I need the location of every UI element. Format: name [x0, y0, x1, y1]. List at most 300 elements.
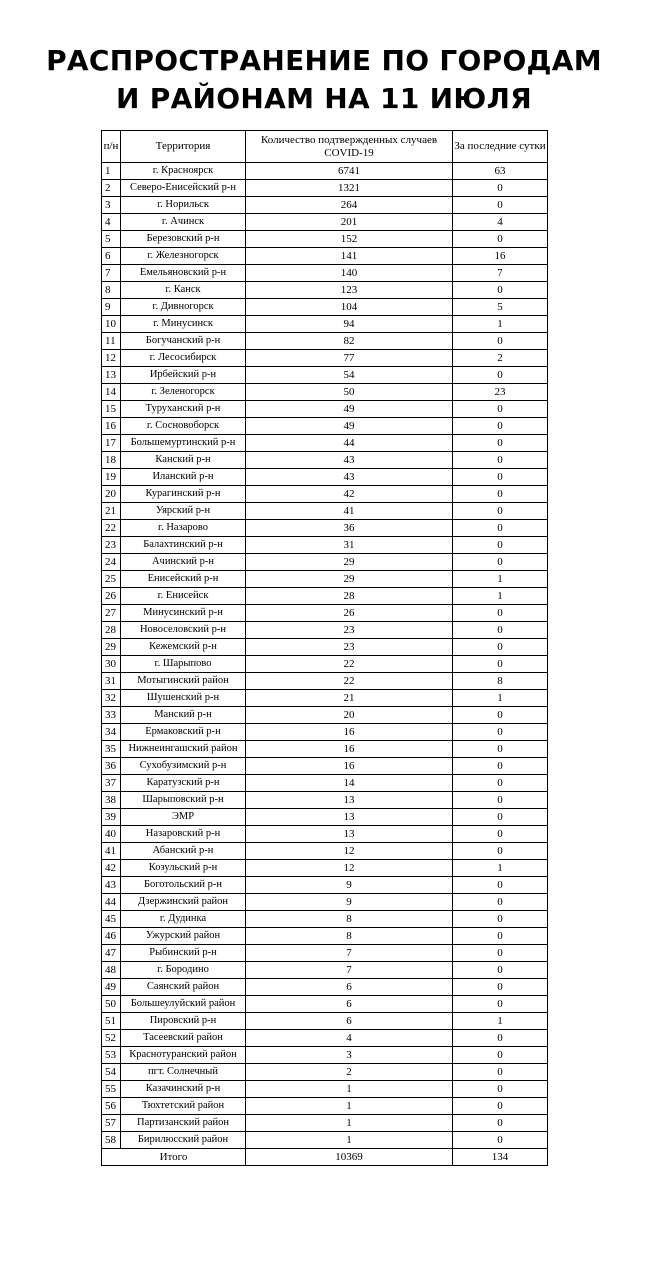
row-territory: Емельяновский р-н — [121, 265, 246, 282]
row-last-day: 0 — [453, 554, 548, 571]
row-confirmed: 23 — [246, 639, 453, 656]
row-territory: г. Железногорск — [121, 248, 246, 265]
row-confirmed: 123 — [246, 282, 453, 299]
table-row — [102, 537, 548, 554]
table-row — [102, 384, 548, 401]
row-last-day: 1 — [453, 1013, 548, 1030]
row-confirmed: 16 — [246, 758, 453, 775]
row-number: 16 — [102, 418, 121, 435]
row-number: 25 — [102, 571, 121, 588]
row-last-day: 0 — [453, 843, 548, 860]
row-territory: Партизанский район — [121, 1115, 246, 1132]
row-confirmed: 12 — [246, 860, 453, 877]
row-last-day: 0 — [453, 911, 548, 928]
header-num: п/н — [102, 131, 121, 163]
row-last-day: 0 — [453, 1030, 548, 1047]
row-territory: Козульский р-н — [121, 860, 246, 877]
table-row — [102, 588, 548, 605]
page-title — [0, 42, 648, 118]
row-confirmed: 36 — [246, 520, 453, 537]
title-line-2: И РАЙОНАМ НА 11 ИЮЛЯ — [115, 82, 532, 115]
row-confirmed: 13 — [246, 809, 453, 826]
row-confirmed: 31 — [246, 537, 453, 554]
row-territory: Туруханский р-н — [121, 401, 246, 418]
row-last-day: 0 — [453, 945, 548, 962]
header-last-day: За последние сутки — [453, 131, 548, 163]
title-line-1: РАСПРОСТРАНЕНИЕ ПО ГОРОДАМ — [46, 44, 602, 77]
row-last-day: 0 — [453, 435, 548, 452]
row-last-day: 7 — [453, 265, 548, 282]
row-confirmed: 104 — [246, 299, 453, 316]
row-confirmed: 26 — [246, 605, 453, 622]
table-row — [102, 435, 548, 452]
row-number: 29 — [102, 639, 121, 656]
row-territory: Мотыгинский район — [121, 673, 246, 690]
row-confirmed: 20 — [246, 707, 453, 724]
table-row — [102, 1047, 548, 1064]
table-row — [102, 1064, 548, 1081]
row-number: 40 — [102, 826, 121, 843]
row-last-day: 0 — [453, 826, 548, 843]
row-last-day: 0 — [453, 741, 548, 758]
table-row — [102, 418, 548, 435]
row-number: 9 — [102, 299, 121, 316]
row-last-day: 8 — [453, 673, 548, 690]
row-confirmed: 7 — [246, 945, 453, 962]
row-confirmed: 6 — [246, 1013, 453, 1030]
row-confirmed: 6741 — [246, 163, 453, 180]
row-number: 24 — [102, 554, 121, 571]
header-territory: Территория — [121, 131, 246, 163]
row-confirmed: 49 — [246, 418, 453, 435]
row-last-day: 0 — [453, 758, 548, 775]
row-territory: Северо-Енисейский р-н — [121, 180, 246, 197]
row-number: 49 — [102, 979, 121, 996]
row-last-day: 0 — [453, 877, 548, 894]
row-territory: Ачинский р-н — [121, 554, 246, 571]
table-row — [102, 860, 548, 877]
row-confirmed: 43 — [246, 452, 453, 469]
row-territory: Боготольский р-н — [121, 877, 246, 894]
table-row — [102, 639, 548, 656]
row-last-day: 0 — [453, 979, 548, 996]
row-last-day: 5 — [453, 299, 548, 316]
total-label: Итого — [102, 1149, 246, 1166]
table-body — [102, 163, 548, 1149]
row-territory: пгт. Солнечный — [121, 1064, 246, 1081]
row-confirmed: 4 — [246, 1030, 453, 1047]
row-territory: г. Минусинск — [121, 316, 246, 333]
table-row — [102, 163, 548, 180]
row-last-day: 0 — [453, 282, 548, 299]
row-last-day: 0 — [453, 894, 548, 911]
row-last-day: 0 — [453, 1132, 548, 1149]
row-number: 41 — [102, 843, 121, 860]
row-number: 30 — [102, 656, 121, 673]
table-row — [102, 962, 548, 979]
table-row — [102, 928, 548, 945]
row-territory: Ужурский район — [121, 928, 246, 945]
row-last-day: 0 — [453, 418, 548, 435]
row-confirmed: 7 — [246, 962, 453, 979]
row-confirmed: 201 — [246, 214, 453, 231]
total-confirmed: 10369 — [246, 1149, 453, 1166]
row-number: 54 — [102, 1064, 121, 1081]
row-number: 39 — [102, 809, 121, 826]
row-confirmed: 82 — [246, 333, 453, 350]
row-territory: Ермаковский р-н — [121, 724, 246, 741]
table-row — [102, 333, 548, 350]
row-last-day: 0 — [453, 605, 548, 622]
table-row — [102, 775, 548, 792]
row-confirmed: 23 — [246, 622, 453, 639]
table-row — [102, 350, 548, 367]
row-last-day: 0 — [453, 333, 548, 350]
row-last-day: 0 — [453, 639, 548, 656]
row-territory: Большеулуйский район — [121, 996, 246, 1013]
row-number: 51 — [102, 1013, 121, 1030]
table-row — [102, 1115, 548, 1132]
row-territory: г. Ачинск — [121, 214, 246, 231]
row-territory: г. Шарыпово — [121, 656, 246, 673]
table-row — [102, 741, 548, 758]
table-row — [102, 792, 548, 809]
row-last-day: 0 — [453, 928, 548, 945]
row-confirmed: 22 — [246, 656, 453, 673]
row-number: 8 — [102, 282, 121, 299]
table-row — [102, 180, 548, 197]
table-row — [102, 486, 548, 503]
table-row — [102, 571, 548, 588]
row-territory: г. Красноярск — [121, 163, 246, 180]
row-number: 13 — [102, 367, 121, 384]
row-confirmed: 1 — [246, 1132, 453, 1149]
row-confirmed: 77 — [246, 350, 453, 367]
row-number: 34 — [102, 724, 121, 741]
table-total-row — [102, 1149, 548, 1166]
row-confirmed: 50 — [246, 384, 453, 401]
row-territory: Уярский р-н — [121, 503, 246, 520]
row-territory: Нижнеингашский район — [121, 741, 246, 758]
row-last-day: 0 — [453, 197, 548, 214]
row-confirmed: 2 — [246, 1064, 453, 1081]
row-number: 22 — [102, 520, 121, 537]
row-territory: г. Назарово — [121, 520, 246, 537]
row-last-day: 0 — [453, 469, 548, 486]
row-confirmed: 42 — [246, 486, 453, 503]
table-row — [102, 656, 548, 673]
table-row — [102, 622, 548, 639]
table-row — [102, 894, 548, 911]
row-territory: Минусинский р-н — [121, 605, 246, 622]
row-number: 45 — [102, 911, 121, 928]
row-last-day: 0 — [453, 622, 548, 639]
row-number: 50 — [102, 996, 121, 1013]
row-territory: Балахтинский р-н — [121, 537, 246, 554]
row-confirmed: 16 — [246, 741, 453, 758]
row-territory: Кежемский р-н — [121, 639, 246, 656]
row-last-day: 63 — [453, 163, 548, 180]
row-territory: Абанский р-н — [121, 843, 246, 860]
row-territory: г. Дивногорск — [121, 299, 246, 316]
row-territory: Канский р-н — [121, 452, 246, 469]
row-last-day: 0 — [453, 809, 548, 826]
table-row — [102, 401, 548, 418]
row-number: 11 — [102, 333, 121, 350]
row-confirmed: 140 — [246, 265, 453, 282]
row-number: 1 — [102, 163, 121, 180]
row-territory: Сухобузимский р-н — [121, 758, 246, 775]
table-row — [102, 265, 548, 282]
table-row — [102, 1132, 548, 1149]
row-last-day: 0 — [453, 452, 548, 469]
row-last-day: 1 — [453, 860, 548, 877]
row-number: 5 — [102, 231, 121, 248]
table-row — [102, 231, 548, 248]
table-row — [102, 316, 548, 333]
row-confirmed: 44 — [246, 435, 453, 452]
row-last-day: 1 — [453, 588, 548, 605]
row-territory: Бирилюсский район — [121, 1132, 246, 1149]
row-number: 14 — [102, 384, 121, 401]
row-number: 35 — [102, 741, 121, 758]
row-confirmed: 94 — [246, 316, 453, 333]
table-row — [102, 1098, 548, 1115]
row-confirmed: 16 — [246, 724, 453, 741]
row-last-day: 1 — [453, 571, 548, 588]
row-territory: Большемуртинский р-н — [121, 435, 246, 452]
row-territory: Тюхтетский район — [121, 1098, 246, 1115]
row-territory: Каратузский р-н — [121, 775, 246, 792]
row-confirmed: 28 — [246, 588, 453, 605]
row-territory: г. Лесосибирск — [121, 350, 246, 367]
row-confirmed: 49 — [246, 401, 453, 418]
row-territory: ЭМР — [121, 809, 246, 826]
table-row — [102, 877, 548, 894]
row-confirmed: 54 — [246, 367, 453, 384]
row-territory: г. Канск — [121, 282, 246, 299]
row-number: 19 — [102, 469, 121, 486]
row-last-day: 0 — [453, 367, 548, 384]
row-territory: Шушенский р-н — [121, 690, 246, 707]
table-row — [102, 299, 548, 316]
row-territory: Дзержинский район — [121, 894, 246, 911]
table-row — [102, 367, 548, 384]
row-confirmed: 41 — [246, 503, 453, 520]
table-row — [102, 469, 548, 486]
row-number: 20 — [102, 486, 121, 503]
row-territory: Пировский р-н — [121, 1013, 246, 1030]
row-territory: Краснотуранский район — [121, 1047, 246, 1064]
row-last-day: 0 — [453, 520, 548, 537]
table-row — [102, 520, 548, 537]
row-confirmed: 3 — [246, 1047, 453, 1064]
row-confirmed: 8 — [246, 911, 453, 928]
row-confirmed: 13 — [246, 826, 453, 843]
row-territory: Новоселовский р-н — [121, 622, 246, 639]
row-number: 3 — [102, 197, 121, 214]
row-territory: Рыбинский р-н — [121, 945, 246, 962]
row-last-day: 0 — [453, 775, 548, 792]
row-number: 37 — [102, 775, 121, 792]
row-last-day: 0 — [453, 486, 548, 503]
row-last-day: 0 — [453, 707, 548, 724]
row-number: 33 — [102, 707, 121, 724]
row-territory: Енисейский р-н — [121, 571, 246, 588]
row-number: 36 — [102, 758, 121, 775]
row-last-day: 0 — [453, 180, 548, 197]
row-confirmed: 13 — [246, 792, 453, 809]
row-confirmed: 152 — [246, 231, 453, 248]
row-territory: г. Дудинка — [121, 911, 246, 928]
table-row — [102, 214, 548, 231]
row-number: 56 — [102, 1098, 121, 1115]
row-territory: г. Бородино — [121, 962, 246, 979]
row-confirmed: 22 — [246, 673, 453, 690]
table-row — [102, 282, 548, 299]
row-number: 46 — [102, 928, 121, 945]
row-last-day: 0 — [453, 996, 548, 1013]
row-territory: Назаровский р-н — [121, 826, 246, 843]
table-row — [102, 809, 548, 826]
table-row — [102, 248, 548, 265]
row-last-day: 4 — [453, 214, 548, 231]
row-last-day: 0 — [453, 962, 548, 979]
row-territory: Казачинский р-н — [121, 1081, 246, 1098]
row-last-day: 0 — [453, 1115, 548, 1132]
row-last-day: 2 — [453, 350, 548, 367]
row-number: 26 — [102, 588, 121, 605]
table-row — [102, 1013, 548, 1030]
total-last-day: 134 — [453, 1149, 548, 1166]
row-confirmed: 43 — [246, 469, 453, 486]
table-header-row — [102, 131, 548, 163]
row-confirmed: 29 — [246, 571, 453, 588]
row-last-day: 0 — [453, 1047, 548, 1064]
row-number: 43 — [102, 877, 121, 894]
row-last-day: 0 — [453, 231, 548, 248]
row-territory: Тасеевский район — [121, 1030, 246, 1047]
row-number: 48 — [102, 962, 121, 979]
row-number: 32 — [102, 690, 121, 707]
row-number: 6 — [102, 248, 121, 265]
row-last-day: 23 — [453, 384, 548, 401]
row-territory: Курагинский р-н — [121, 486, 246, 503]
row-last-day: 0 — [453, 537, 548, 554]
row-number: 55 — [102, 1081, 121, 1098]
row-territory: Саянский район — [121, 979, 246, 996]
row-number: 15 — [102, 401, 121, 418]
table-row — [102, 1081, 548, 1098]
row-territory: Манский р-н — [121, 707, 246, 724]
row-number: 47 — [102, 945, 121, 962]
row-number: 21 — [102, 503, 121, 520]
table-row — [102, 554, 548, 571]
table-row — [102, 911, 548, 928]
row-confirmed: 264 — [246, 197, 453, 214]
table-row — [102, 945, 548, 962]
table-row — [102, 843, 548, 860]
table-row — [102, 724, 548, 741]
row-confirmed: 14 — [246, 775, 453, 792]
row-number: 31 — [102, 673, 121, 690]
row-number: 28 — [102, 622, 121, 639]
row-number: 58 — [102, 1132, 121, 1149]
row-number: 52 — [102, 1030, 121, 1047]
row-territory: Ирбейский р-н — [121, 367, 246, 384]
covid-cases-table — [101, 130, 548, 1166]
row-confirmed: 6 — [246, 979, 453, 996]
table-row — [102, 996, 548, 1013]
table-row — [102, 197, 548, 214]
row-last-day: 0 — [453, 1081, 548, 1098]
row-number: 17 — [102, 435, 121, 452]
row-confirmed: 9 — [246, 877, 453, 894]
row-territory: г. Зеленогорск — [121, 384, 246, 401]
row-confirmed: 6 — [246, 996, 453, 1013]
row-territory: г. Енисейск — [121, 588, 246, 605]
table-row — [102, 605, 548, 622]
row-number: 23 — [102, 537, 121, 554]
row-confirmed: 141 — [246, 248, 453, 265]
table-row — [102, 1030, 548, 1047]
row-confirmed: 1 — [246, 1115, 453, 1132]
row-confirmed: 9 — [246, 894, 453, 911]
row-number: 7 — [102, 265, 121, 282]
row-territory: г. Норильск — [121, 197, 246, 214]
row-number: 44 — [102, 894, 121, 911]
row-last-day: 1 — [453, 690, 548, 707]
row-number: 53 — [102, 1047, 121, 1064]
row-number: 12 — [102, 350, 121, 367]
row-number: 10 — [102, 316, 121, 333]
table-row — [102, 979, 548, 996]
row-number: 4 — [102, 214, 121, 231]
row-confirmed: 1321 — [246, 180, 453, 197]
row-last-day: 0 — [453, 1098, 548, 1115]
row-number: 27 — [102, 605, 121, 622]
row-confirmed: 29 — [246, 554, 453, 571]
row-territory: Шарыповский р-н — [121, 792, 246, 809]
table-row — [102, 673, 548, 690]
row-confirmed: 21 — [246, 690, 453, 707]
row-last-day: 16 — [453, 248, 548, 265]
row-territory: Богучанский р-н — [121, 333, 246, 350]
row-last-day: 1 — [453, 316, 548, 333]
row-territory: г. Сосновоборск — [121, 418, 246, 435]
table-row — [102, 452, 548, 469]
row-last-day: 0 — [453, 503, 548, 520]
table-row — [102, 503, 548, 520]
row-number: 2 — [102, 180, 121, 197]
table-row — [102, 707, 548, 724]
table-row — [102, 758, 548, 775]
row-last-day: 0 — [453, 656, 548, 673]
row-number: 38 — [102, 792, 121, 809]
row-confirmed: 8 — [246, 928, 453, 945]
table-row — [102, 826, 548, 843]
row-last-day: 0 — [453, 792, 548, 809]
row-number: 57 — [102, 1115, 121, 1132]
row-territory: Иланский р-н — [121, 469, 246, 486]
row-number: 42 — [102, 860, 121, 877]
table-row — [102, 690, 548, 707]
row-territory: Березовский р-н — [121, 231, 246, 248]
row-last-day: 0 — [453, 724, 548, 741]
row-confirmed: 1 — [246, 1098, 453, 1115]
row-confirmed: 1 — [246, 1081, 453, 1098]
header-confirmed: Количество подтвержденных случаев COVID-19 — [246, 131, 453, 163]
